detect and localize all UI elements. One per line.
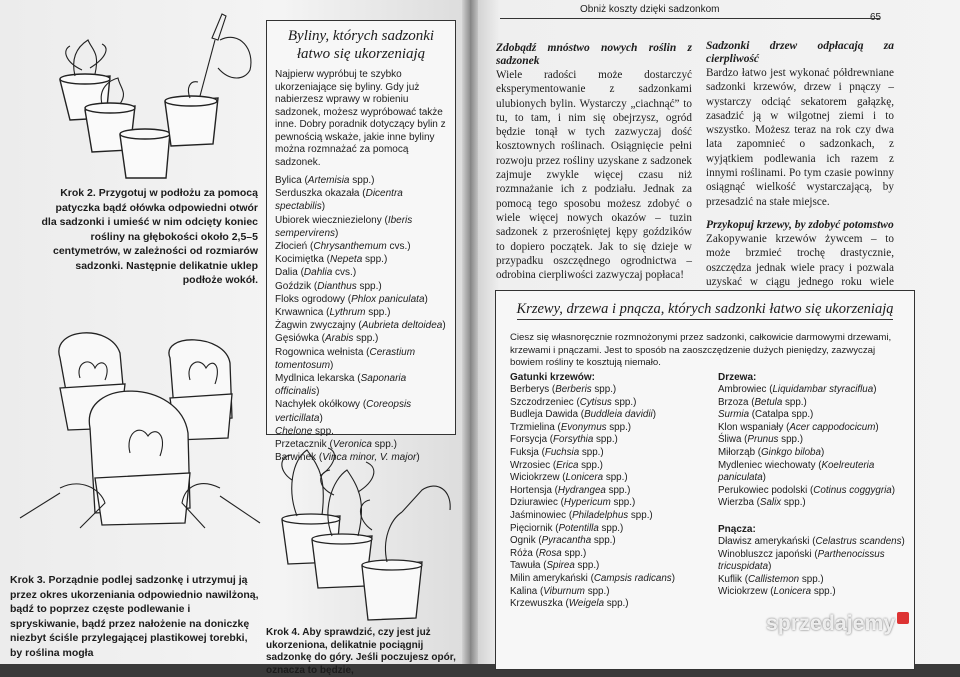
list-item: Klon wspaniały (Acer cappodocicum) xyxy=(718,421,879,433)
list-item: Śliwa (Prunus spp.) xyxy=(718,434,803,446)
list-item: Dziurawiec (Hypericum spp.) xyxy=(510,497,636,509)
perennials-box-title: Byliny, których sadzonki łatwo się ukorzeniają xyxy=(287,28,435,62)
column-2-body-1: Bardzo łatwo jest wykonać półdrewniane sadzonki krzewów, drzew i pnączy – wystarczy odciąć sekatorem gałązkę, zasadzić ją w wilgotnej ziemi i to wszystko. Możesz teraz na rok czy dwa lata zapomnieć o sadzonkach, z wyjątkiem podlewania ich razem z innymi roślinami. Po tym czasie powinny osiągnąć wielkość wystarczającą, by przesadzić na stałe miejsce. xyxy=(706,67,894,208)
list-item: Przetacznik (Veronica spp.) xyxy=(275,439,397,451)
list-item: Wiciokrzew (Lonicera spp.) xyxy=(718,586,836,598)
vines-heading: Pnącza: xyxy=(718,523,756,535)
list-item: Surmia (Catalpa spp.) xyxy=(718,409,814,421)
list-item: Budleja Dawida (Buddleia davidii) xyxy=(510,409,656,421)
list-item: Szczodrzeniec (Cytisus spp.) xyxy=(510,396,637,408)
list-item: Bylica (Artemisia spp.) xyxy=(275,175,375,186)
list-item: Pięciornik (Potentilla spp.) xyxy=(510,522,624,534)
header-rule xyxy=(500,18,880,19)
trees-heading: Drzewa: xyxy=(718,372,757,383)
list-item: Ubiorek wieczniezielony (Iberis sempervirens) xyxy=(275,214,413,239)
illustration-step-4 xyxy=(262,440,458,624)
list-item: Rogownica wełnista (Cerastium tomentosum) xyxy=(275,346,416,371)
list-item: Serduszka okazała (Dicentra spectabilis) xyxy=(275,188,403,213)
logo-square-icon xyxy=(897,612,909,624)
right-column-2 xyxy=(706,40,894,303)
column-2-heading-2: Przykopuj krzewy, by zdobyć potomstwo xyxy=(706,218,894,231)
list-item: Żagwin zwyczajny (Aubrieta deltoidea) xyxy=(275,320,446,332)
caption-step-3 xyxy=(10,573,260,660)
list-item: Wierzba (Salix spp.) xyxy=(718,497,806,509)
list-item: Ognik (Pyracantha spp.) xyxy=(510,535,616,547)
vines-list xyxy=(718,536,908,599)
list-item: Ambrowiec (Liquidambar styraciflua) xyxy=(718,384,877,395)
caption-step-2 xyxy=(40,186,258,288)
right-column-1 xyxy=(496,42,692,282)
list-item: Mydleniec wiechowaty (Koelreuteria paniculata) xyxy=(718,459,875,484)
left-page xyxy=(0,0,470,676)
shrubs-list xyxy=(510,384,710,611)
column-2-body-2: Zakopywanie krzewów żywcem – to może brzmieć trochę drastycznie, oszczędza jednak wiele pracy i pozwala uzyskać w ciągu jednego roku wiele xyxy=(706,232,894,288)
list-item: Róża (Rosa spp.) xyxy=(510,547,587,559)
column-2-heading-1: Sadzonki drzew odpłacają za cierpliwość xyxy=(706,40,894,65)
illustration-step-2 xyxy=(40,10,260,180)
list-item: Dalia (Dahlia cvs.) xyxy=(275,267,357,279)
perennials-box-intro: Najpierw wypróbuj te szybko ukorzeniające się byliny. Gdy już nabierzesz wprawy w robieniu sadzonek, możesz wypróbować także inne. Dobry poradnik dotyczący bylin z pewnością wskaże, jakie inne byliny można rozmnażać za pomocą sadzonek. xyxy=(275,69,446,168)
column-1-heading: Zdobądź mnóstwo nowych roślin z sadzonek xyxy=(496,42,692,67)
watermark-logo: sprzedajemy xyxy=(766,612,909,636)
list-item: Perukowiec podolski (Cotinus coggygria) xyxy=(718,484,895,496)
list-item: Forsycja (Forsythia spp.) xyxy=(510,434,618,446)
shrubs-heading: Gatunki krzewów: xyxy=(510,372,596,383)
shrubs-column xyxy=(510,371,710,611)
trees-list xyxy=(718,384,908,510)
illustration-step-3 xyxy=(20,318,260,558)
caption-step-3-text: Krok 3. Porządnie podlej sadzonkę i utrzymuj ją przez okres ukorzeniania odpowiednio nawilżoną, bądź to poprzez częste podlewanie i spryskiwanie, bądź przez nałożenie na doniczkę niezbyt ściśle przylegającej plastikowej torebki, by roślina mogła xyxy=(10,574,259,659)
list-item: Hortensja (Hydrangea spp.) xyxy=(510,484,631,496)
list-item: Krzewuszka (Weigela spp.) xyxy=(510,598,629,610)
list-item: Berberys (Berberis spp.) xyxy=(510,384,617,395)
list-item: Wrzosiec (Erica spp.) xyxy=(510,459,603,471)
caption-step-4: Krok 4. Aby sprawdzić, czy jest już ukorzeniona, delikatnie pociągnij sadzonkę do góry. Jeśli poczujesz opór, oznacza to będzie, xyxy=(266,627,456,676)
column-1-body: Wiele radości może dostarczyć eksperymentowanie z sadzonkami ulubionych bylin. Wystarczy „ciachnąć” to tu, to tam, i nim się obejrzysz, ogród będzie tonął w tych zazwyczaj dość kosztownych roślinach. Osiągnięcie pełni rozwoju przez rośliny uzyskane z sadzonek zajmuje zwykle więcej czasu niż rozmnażanie ich z podziału. Jednak za pomocą tego sposobu możesz zdobyć o wiele więcej nowych okazów – tuzin sadzonek z przerośniętej kępy goździków to dopiero początek. Jak to się dzieje w przypadku oszczędnego ogrodnictwa – odrobina cierpliwości zazwyczaj popłaca! xyxy=(496,69,692,282)
list-item: Milin amerykański (Campsis radicans) xyxy=(510,572,675,584)
shrubs-box-intro: Ciesz się własnoręcznie rozmnożonymi przez sadzonki, całkowicie darmowymi drzewami, krzewami i pnączami. Jest to sposób na zaoszczędzenie dużych pieniędzy, zazwyczaj bowiem rośliny te kosztują niemało. xyxy=(510,332,892,368)
list-item: Nachyłek okółkowy (Coreopsis verticillata) xyxy=(275,399,412,424)
list-item: Kocimiętka (Nepeta spp.) xyxy=(275,254,388,266)
book-gutter xyxy=(462,0,478,664)
list-item: Złocień (Chrysanthemum cvs.) xyxy=(275,241,411,253)
list-item: Dławisz amerykański (Celastrus scandens) xyxy=(718,535,905,547)
list-item: Krwawnica (Lythrum spp.) xyxy=(275,307,391,319)
list-item: Kuflik (Callistemon spp.) xyxy=(718,573,824,585)
page-number: 65 xyxy=(870,12,882,23)
list-item: Tawuła (Spirea spp.) xyxy=(510,560,600,572)
perennials-box xyxy=(266,20,456,464)
list-item: Brzoza (Betula spp.) xyxy=(718,396,807,408)
shrubs-box-title: Krzewy, drzewa i pnącza, których sadzonki łatwo się ukorzeniają xyxy=(510,301,900,318)
list-item: Jaśminowiec (Philadelphus spp.) xyxy=(510,509,653,521)
list-item: Floks ogrodowy (Phlox paniculata) xyxy=(275,293,428,305)
list-item: Fuksja (Fuchsia spp.) xyxy=(510,446,604,458)
list-item: Wiciokrzew (Lonicera spp.) xyxy=(510,472,628,484)
list-item: Kalina (Viburnum spp.) xyxy=(510,585,610,597)
list-item: Trzmielina (Evonymus spp.) xyxy=(510,421,632,433)
caption-step-2-text: Krok 2. Przygotuj w podłożu za pomocą patyczka bądź ołówka odpowiedni otwór dla sadzonki i umieść w nim odcięty koniec rośliny na głębokości około 2,5–5 centymetrów, w zależności od rozmiarów sadzonki. Następnie delikatnie uklep podłoże wokół. xyxy=(41,187,258,286)
perennials-list xyxy=(275,174,447,464)
list-item: Barwinek (Vinca minor, V. major) xyxy=(275,452,420,464)
list-item: Miłorząb (Ginkgo biloba) xyxy=(718,446,825,458)
running-head: Obniż koszty dzięki sadzonkom xyxy=(580,4,720,15)
trees-vines-column xyxy=(718,371,908,599)
list-item: Chelone spp. xyxy=(275,425,334,437)
list-item: Gęsiówka (Arabis spp.) xyxy=(275,333,379,345)
list-item: Goździk (Dianthus spp.) xyxy=(275,280,382,292)
list-item: Winobluszcz japoński (Parthenocissus tricuspidata) xyxy=(718,548,885,573)
list-item: Mydlnica lekarska (Saponaria officinalis) xyxy=(275,373,407,398)
